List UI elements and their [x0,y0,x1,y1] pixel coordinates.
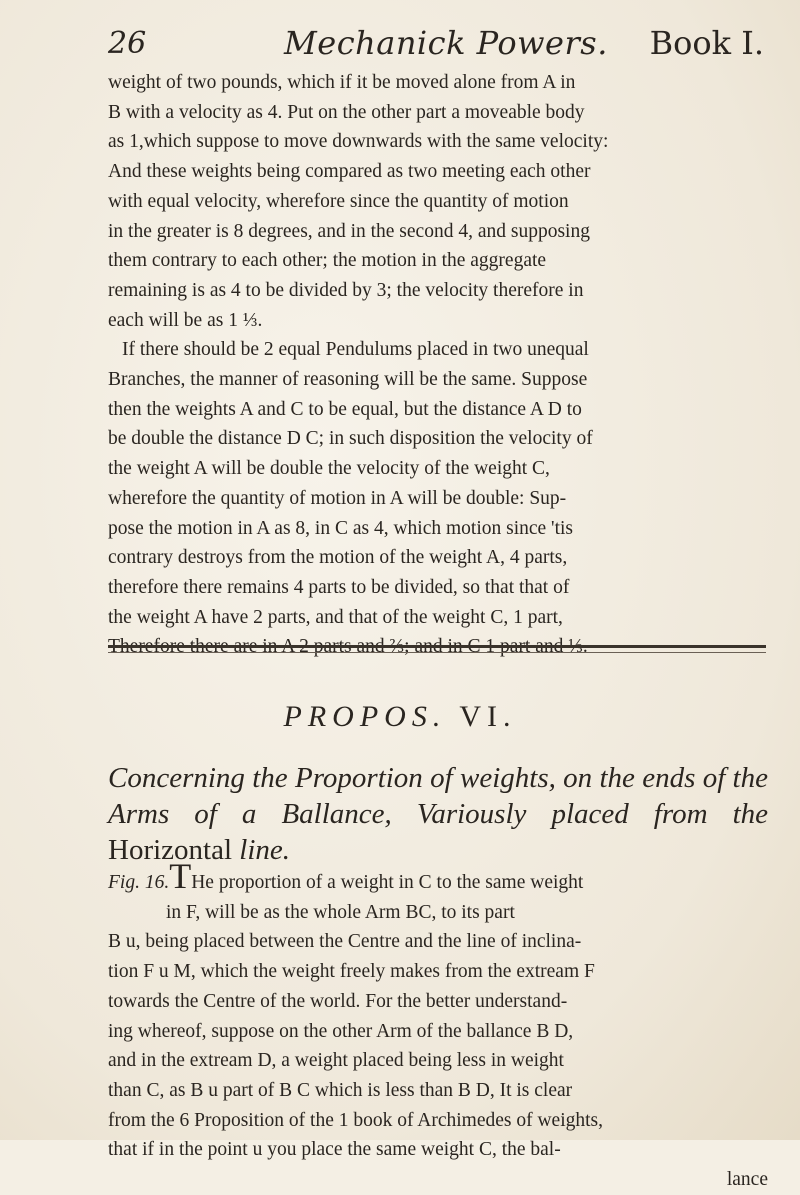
proposition-label: PROPOS. [283,700,447,733]
text-line: then the weights A and C to be equal, but the distance A D to [108,398,582,420]
text-line-first [108,856,768,898]
text-line: with equal velocity, wherefore since the quantity of motion [108,190,569,212]
text-line: them contrary to each other; the motion in the aggregate [108,250,547,272]
text-line: towards the Centre of the world. For the better understand- [108,990,568,1012]
subtitle-italic: Concerning the Proportion of weights, on the ends of the Arms of a Ballance, Variously placed from the [108,762,768,830]
text-line: be double the distance D C; in such disposition the velocity of [108,428,593,450]
catchword: lance [726,1169,768,1191]
paragraph-2 [108,335,768,662]
text-line: from the 6 Proposition of the 1 book of Archimedes of weights, [108,1109,604,1131]
text-line: in the greater is 8 degrees, and in the second 4, and supposing [108,220,590,242]
text-line: tion F u M, which the weight freely makes from the extream F [108,961,595,983]
text-line: He proportion of a weight in C to the same weight [191,872,584,893]
text-line: and in the extream D, a weight placed being less in weight [108,1050,564,1072]
subtitle-end: line. [239,834,291,866]
proposition-heading [0,700,800,734]
text-line: B with a velocity as 4. Put on the other part a moveable body [108,101,585,123]
text-line: than C, as B u part of B C which is less than B D, It is clear [108,1079,573,1101]
subtitle-plain: Horizontal [108,834,233,866]
text-line: If there should be 2 equal Pendulums placed in two unequal [122,339,589,361]
text-line: contrary destroys from the motion of the weight A, 4 parts, [108,547,568,569]
ornamental-rule [108,645,766,648]
text-line: ing whereof, suppose on the other Arm of the ballance B D, [108,1020,574,1042]
text-block-upper [108,68,768,662]
paragraph-1 [108,68,768,335]
proposition-number: VI. [459,700,517,733]
text-line: as 1,which suppose to move downwards with the same velocity: [108,131,609,153]
running-title: Mechanick Powers. [284,24,608,62]
text-line: B u, being placed between the Centre and the line of inclina- [108,931,582,953]
text-line: remaining is as 4 to be divided by 3; the velocity therefore in [108,279,584,301]
text-line: that if in the point u you place the same weight C, the bal- [108,1139,561,1161]
page-header [104,18,764,64]
text-line: the weight A will be double the velocity of the weight C, [108,458,550,480]
text-line: Therefore there are in A 2 parts and ⅔; and in C 1 part and ⅓. [108,636,588,658]
text-line: Branches, the manner of reasoning will be the same. Suppose [108,369,588,391]
text-line: pose the motion in A as 8, in C as 4, which motion since 'tis [108,517,573,539]
text-line: each will be as 1 ⅓. [108,309,263,331]
drop-cap: T [169,856,192,896]
page-number: 26 [108,26,147,61]
book-label: Book I. [649,24,764,62]
text-line: in F, will be as the whole Arm BC, to its part [166,901,515,923]
text-line: the weight A have 2 parts, and that of the weight C, 1 part, [108,606,563,628]
text-line: And these weights being compared as two meeting each other [108,161,591,183]
ornamental-rule-thin [108,652,766,653]
paragraph-3 [108,856,768,1195]
text-line: weight of two pounds, which if it be moved alone from A in [108,72,576,93]
text-line: wherefore the quantity of motion in A will be double: Sup- [108,487,567,509]
text-line: therefore there remains 4 parts to be divided, so that that of [108,576,570,598]
figure-reference: Fig. 16. [108,872,170,893]
proposition-subtitle [108,760,768,868]
